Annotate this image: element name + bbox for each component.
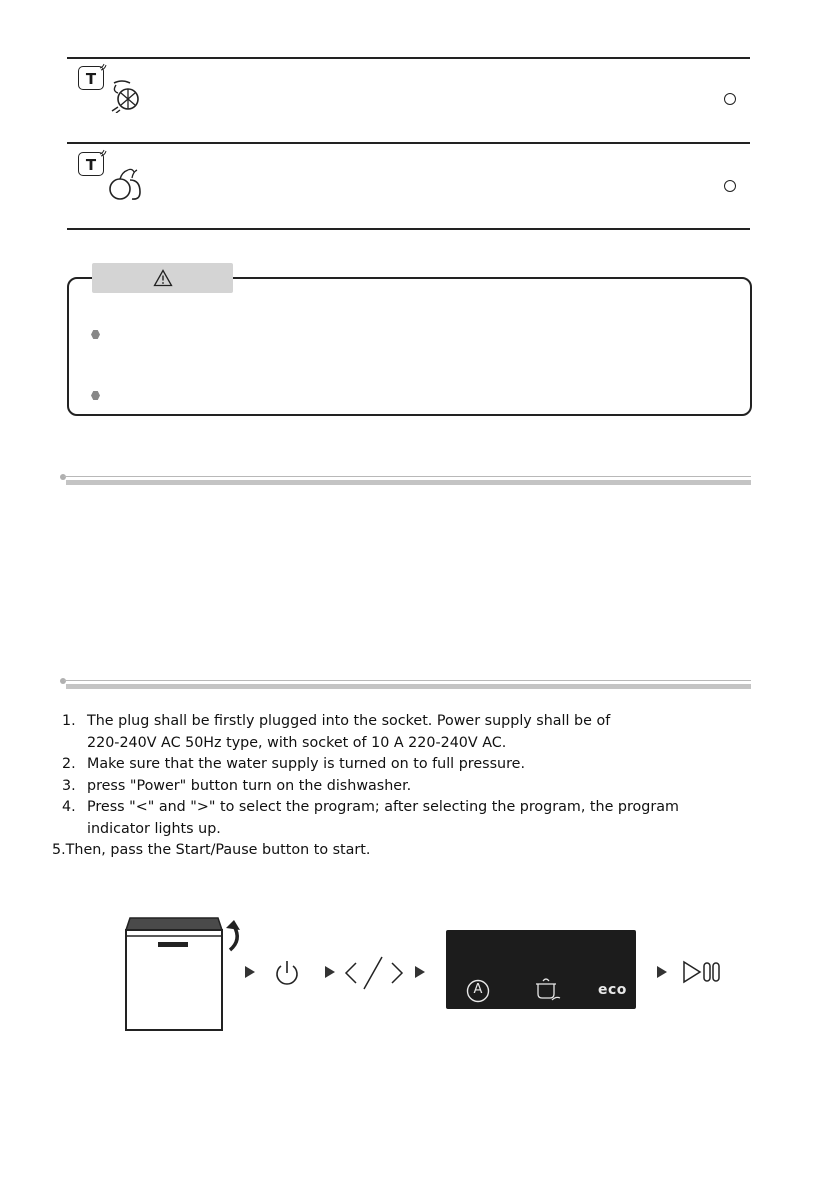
step-text: Make sure that the water supply is turned on to full pressure. <box>87 756 525 772</box>
auto-program-label: A <box>473 982 483 997</box>
arrow-right-icon <box>245 966 255 978</box>
pot-icon <box>530 974 562 1004</box>
fruit-icon <box>106 166 146 202</box>
program-indicator-icon <box>724 180 736 192</box>
select-program-icon <box>342 953 406 993</box>
step-text: Press "<" and ">" to select the program; after selecting the program, the program <box>87 799 679 815</box>
operation-steps <box>52 711 752 862</box>
warning-triangle-icon <box>153 269 173 287</box>
start-pause-icon <box>680 958 724 986</box>
program-indicator-icon <box>724 93 736 105</box>
step-text: The plug shall be firstly plugged into the socket. Power supply shall be of <box>87 713 611 729</box>
eco-program-label: eco <box>598 982 627 998</box>
arrow-right-icon <box>325 966 335 978</box>
step-number: 2. <box>62 756 76 772</box>
step-2 <box>52 754 752 776</box>
badge-letter: T <box>85 156 97 174</box>
table-top-rule <box>67 57 750 59</box>
badge-signal-icon <box>98 62 108 72</box>
step-text: Then, pass the Start/Pause button to start. <box>65 842 371 858</box>
section-divider-1 <box>60 474 751 484</box>
step-5 <box>52 840 752 862</box>
step-text: 220-240V AC 50Hz type, with socket of 10 A 220-240V AC. <box>87 734 507 751</box>
section-divider-2 <box>60 678 751 688</box>
arrow-right-icon <box>415 966 425 978</box>
step-4 <box>52 797 752 840</box>
table-mid-rule <box>67 142 750 144</box>
step-text: indicator lights up. <box>87 820 221 837</box>
arrow-right-icon <box>657 966 667 978</box>
power-icon <box>273 958 301 988</box>
step-number: 4. <box>62 799 76 815</box>
badge-signal-icon <box>98 148 108 158</box>
warning-box <box>67 277 752 416</box>
step-number: 1. <box>62 713 76 729</box>
warning-tab <box>92 263 233 293</box>
step-number: 5. <box>52 842 66 858</box>
step-3 <box>52 776 752 798</box>
step-1 <box>52 711 752 754</box>
badge-letter: T <box>85 70 97 88</box>
dishwasher-door-icon <box>118 912 248 1034</box>
step-number: 3. <box>62 777 76 794</box>
shrimp-fish-icon <box>108 79 144 113</box>
table-bottom-rule <box>67 228 750 230</box>
step-text: press "Power" button turn on the dishwasher. <box>87 777 412 794</box>
